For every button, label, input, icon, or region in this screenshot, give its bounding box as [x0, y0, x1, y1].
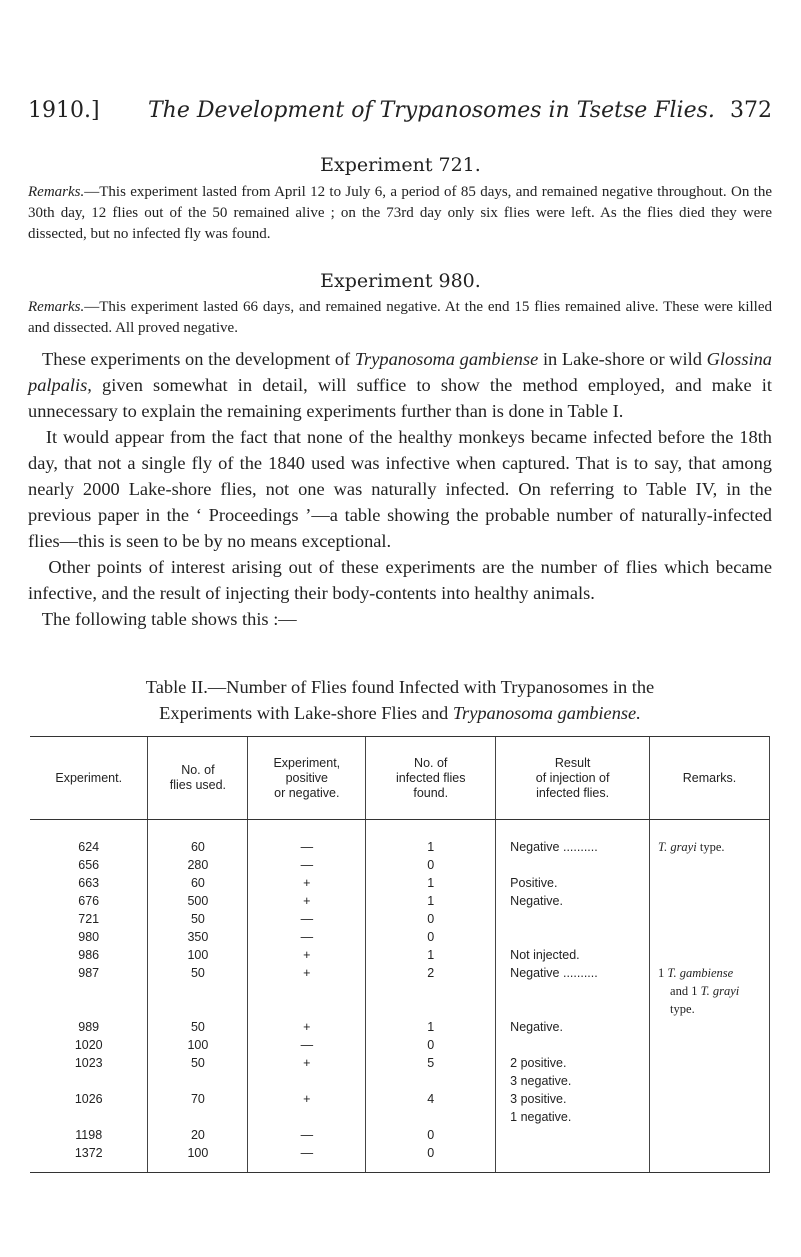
remarks-column: T. grayi type. 1 T. gambiense and 1 T. grayi type. [650, 820, 770, 1173]
running-header [28, 98, 772, 132]
paragraph-2: It would appear from the fact that none of the healthy monkeys became infected before the 18th day, that not a single fly of the 1840 used was infective when captured. That is to say, that among nearly 2000 Lake-shore flies, not one was naturally infected. On referring to Table IV, in the previous paper in the ‘ Proceedings ’—a table showing the probable number of naturally-infected flies—this is seen to be by no means exceptional. [28, 427, 773, 551]
header-title: The Development of Trypanosomes in Tsetse Flies. [148, 98, 715, 123]
experiment-721-remarks [28, 182, 772, 245]
caption-line-1: Table II.—Number of Flies found Infected with Trypanosomes in the [145, 677, 655, 697]
header-result: Result of injection of infected flies. [496, 737, 650, 820]
header-remarks: Remarks. [650, 737, 770, 820]
table-caption [28, 674, 772, 726]
experiment-980-remarks [28, 297, 772, 339]
remarks-text: —This experiment lasted from April 12 to July 6, a period of 85 days, and remained negative throughout. On the 30th day, 12 flies out of the 50 remained alive ; on the 73rd day only six flies were left. As the flies died they were dissected, but no infected fly was found. [28, 184, 772, 242]
header-year: 1910.] [28, 98, 100, 123]
remarks-label: Remarks. [28, 299, 85, 315]
table-header-row [30, 737, 770, 820]
remarks-text: —This experiment lasted 66 days, and remained negative. At the end 15 flies remained alive. These were killed and dissected. All proved negative. [28, 299, 772, 336]
experiment-980-heading: Experiment 980. [320, 270, 481, 292]
flies-used-column: 60 280 60 500 50 350 100 50 50 100 50 70 20 100 [148, 820, 248, 1173]
header-infected-flies: No. of infected flies found. [366, 737, 496, 820]
infected-flies-column: 1 0 1 1 0 0 1 2 1 0 5 4 0 0 [366, 820, 496, 1173]
table-ii [30, 736, 770, 1173]
positive-negative-column: — — + + — — + + + — + + — — [248, 820, 366, 1173]
header-flies-used: No. of flies used. [148, 737, 248, 820]
result-column: Negative .......... Positive. Negative. Not injected. Negative .......... Negative. 2 positive. 3 negative. 3 positive. 1 negative. [496, 820, 650, 1173]
remarks-label: Remarks. [28, 184, 85, 200]
experiment-column: 624 656 663 676 721 980 986 987 989 1020 1023 1026 1198 1372 [30, 820, 148, 1173]
experiment-721-heading: Experiment 721. [320, 154, 481, 176]
table-body-row [30, 820, 770, 1173]
paragraph-4: The following table shows this :— [41, 609, 297, 629]
caption-line-2: Experiments with Lake-shore Flies and Trypanosoma gambiense. [159, 703, 641, 723]
header-experiment: Experiment. [30, 737, 148, 820]
body-text [28, 346, 772, 632]
header-positive-negative: Experiment, positive or negative. [248, 737, 366, 820]
paragraph-3: Other points of interest arising out of these experiments are the number of flies which became infective, and the result of injecting their body-contents into healthy animals. [28, 557, 772, 603]
paragraph-1: These experiments on the development of Trypanosoma gambiense in Lake-shore or wild Glossina palpalis, given somewhat in detail, will suffice to show the method employed, and make it unnecessary to explain the remaining experiments further than is done in Table I. [28, 349, 772, 421]
page-number: 372 [730, 98, 772, 123]
